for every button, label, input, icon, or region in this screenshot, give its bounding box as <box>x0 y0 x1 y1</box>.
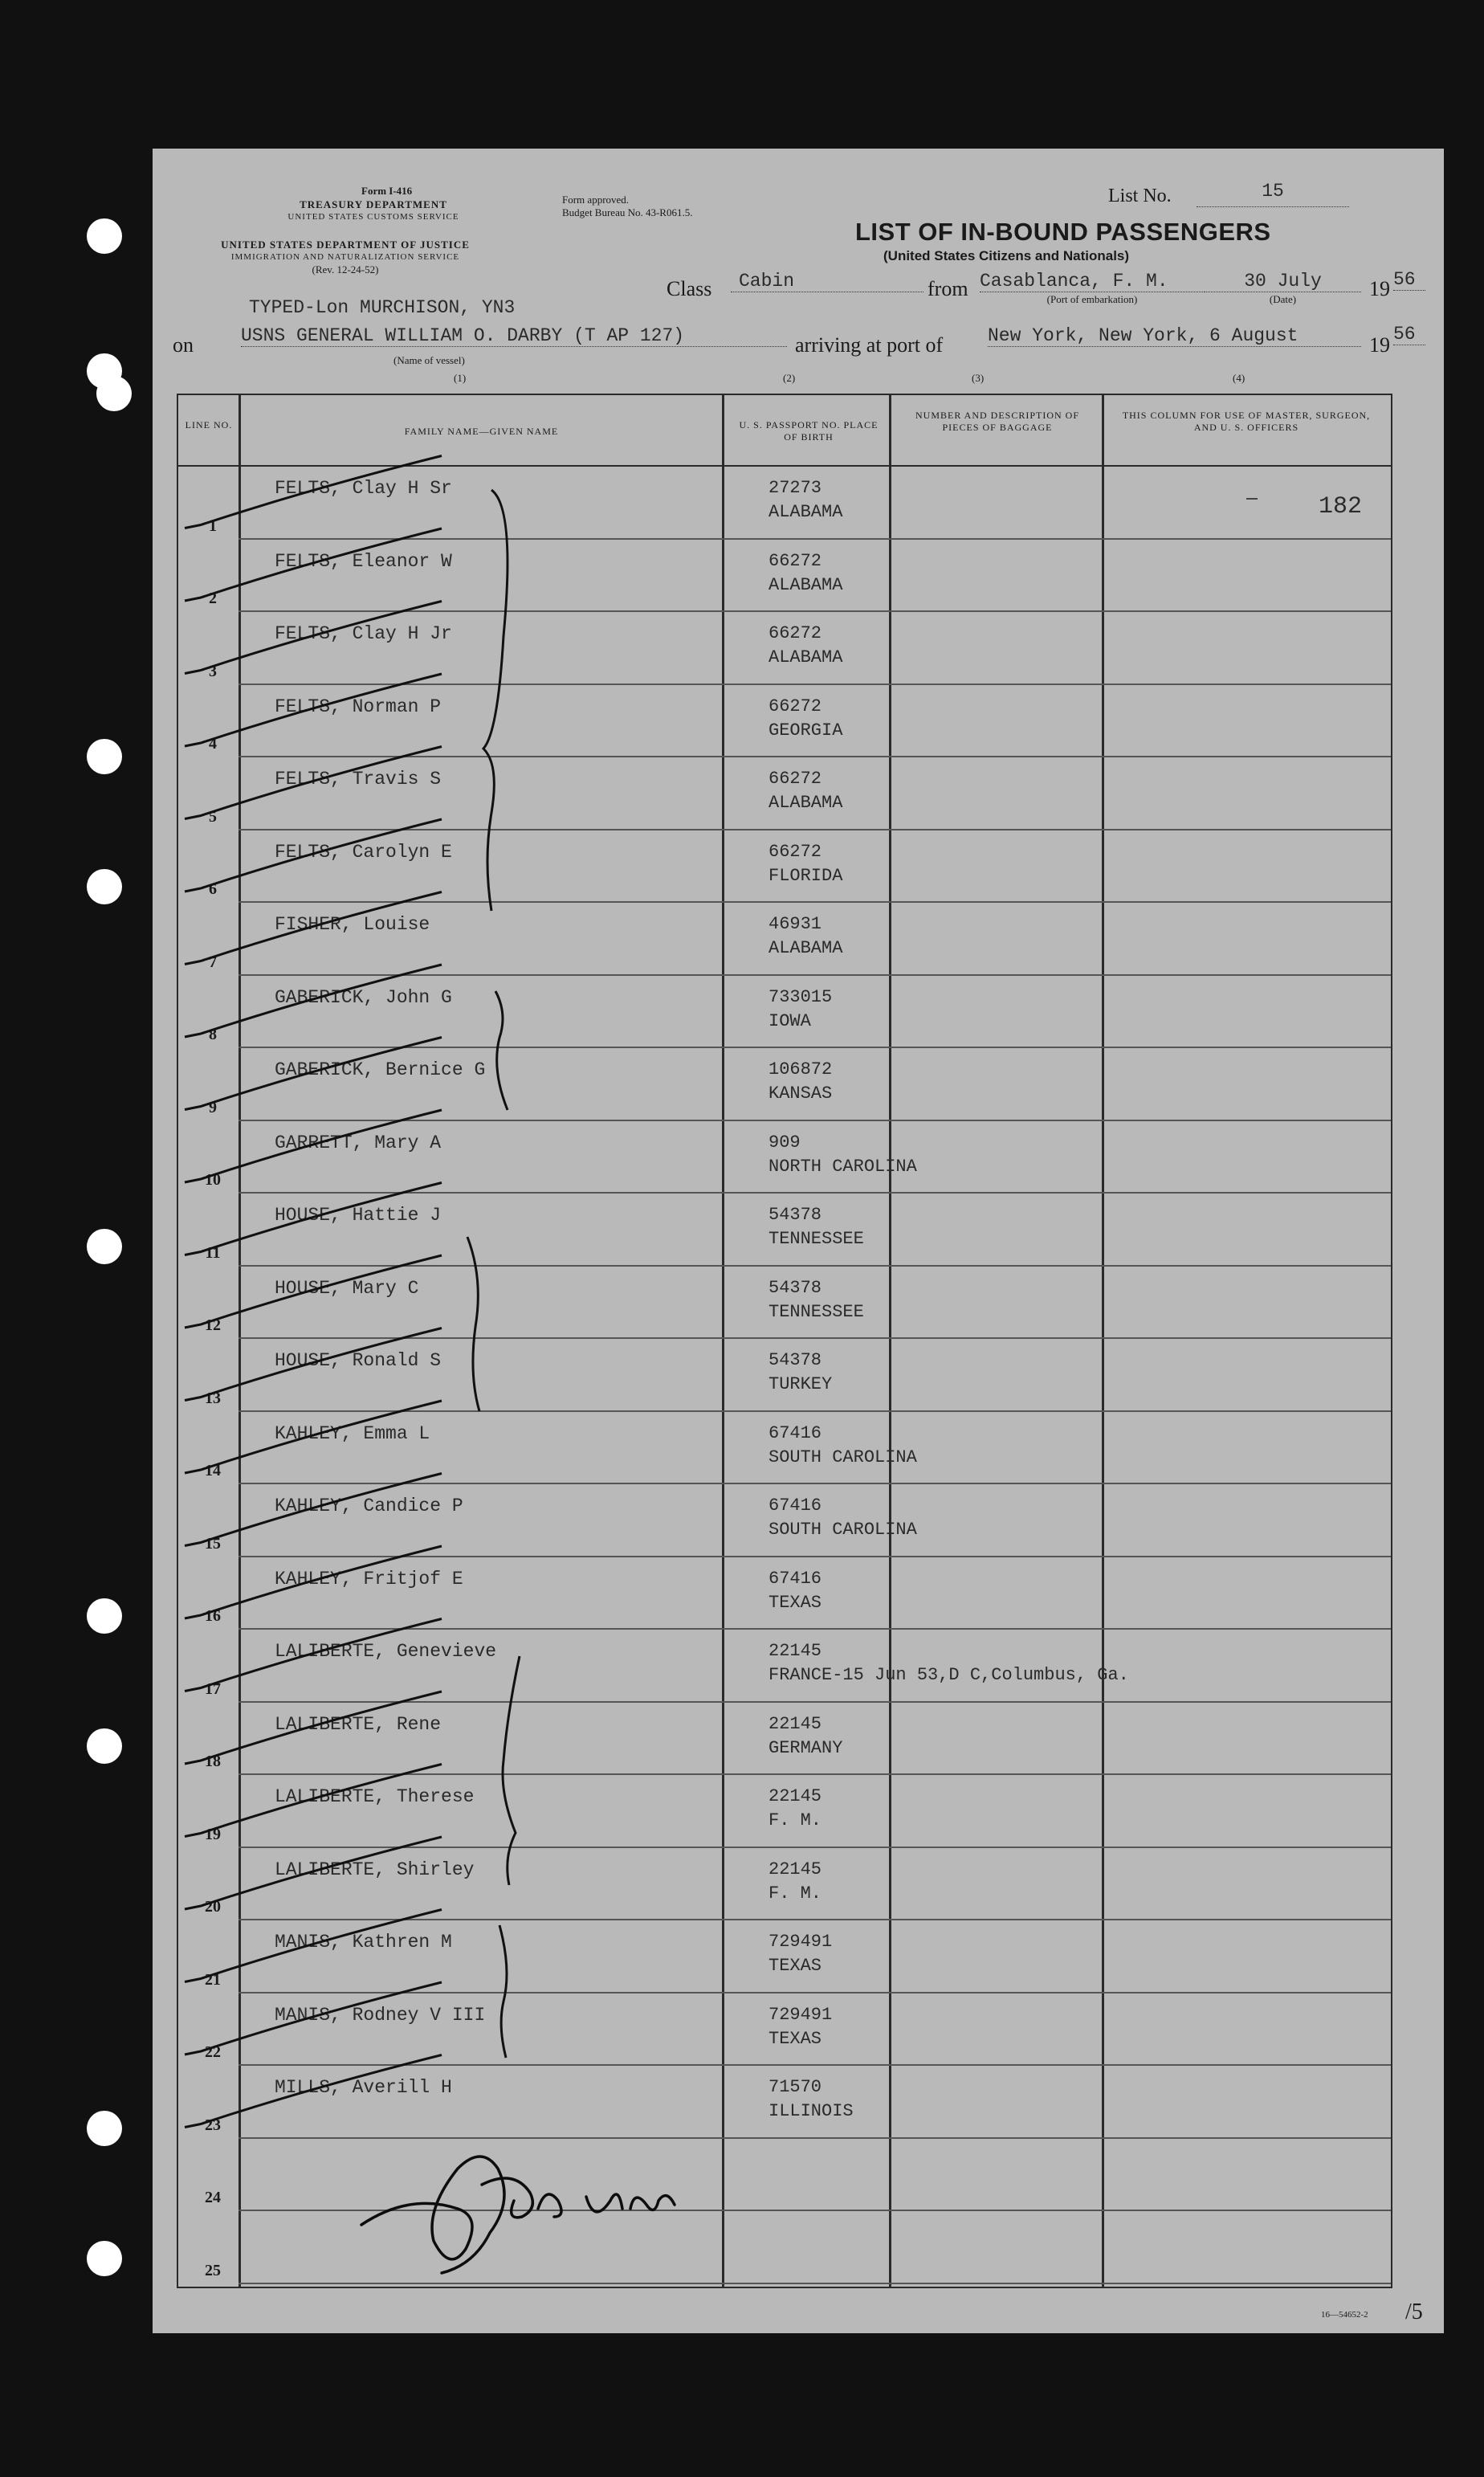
passport-number: 54378 <box>768 1277 822 1298</box>
customs-service: UNITED STATES CUSTOMS SERVICE <box>287 212 459 222</box>
header-name: FAMILY NAME—GIVEN NAME <box>404 426 559 437</box>
table-row <box>178 612 1391 685</box>
line-number: 2 <box>209 590 217 607</box>
place-of-birth: TENNESSEE <box>768 1301 864 1322</box>
form-number: Form I-416 <box>361 185 413 197</box>
passport-number: 54378 <box>768 1350 822 1370</box>
table-row <box>178 1630 1391 1703</box>
passenger-name: KAHLEY, Candice P <box>275 1496 463 1516</box>
line-number: 16 <box>205 1607 221 1625</box>
arrival-port: New York, New York, 6 August <box>988 325 1361 347</box>
table-row <box>178 467 1391 540</box>
footer-code: 16—54652-2 <box>1321 2310 1368 2320</box>
place-of-birth: TEXAS <box>768 2028 822 2049</box>
list-no-value <box>1197 181 1349 207</box>
col-num-3: (3) <box>972 372 985 384</box>
list-no: 15 <box>1262 181 1284 202</box>
header-passport: U. S. PASSPORT NO. PLACE OF BIRTH <box>739 419 879 443</box>
page-title: LIST OF IN-BOUND PASSENGERS <box>855 218 1271 246</box>
table-row <box>178 830 1391 904</box>
justice-dept: UNITED STATES DEPARTMENT OF JUSTICE <box>221 239 470 251</box>
passport-number: 66272 <box>768 841 822 862</box>
passport-number: 67416 <box>768 1496 822 1516</box>
passport-number: 22145 <box>768 1713 822 1734</box>
line-number: 15 <box>205 1534 221 1553</box>
passenger-name: FELTS, Carolyn E <box>275 841 452 863</box>
place-of-birth: TEXAS <box>768 1592 822 1613</box>
line-number: 24 <box>205 2189 221 2206</box>
place-of-birth: TEXAS <box>768 1956 822 1976</box>
passenger-name: MANIS, Kathren M <box>275 1932 452 1953</box>
port-embark-caption: (Port of embarkation) <box>1046 293 1138 305</box>
table-row <box>178 903 1391 976</box>
line-number: 8 <box>209 1026 217 1043</box>
passenger-name: GARRETT, Mary A <box>275 1132 442 1153</box>
typed-by: TYPED-Lon MURCHISON, YN3 <box>249 297 516 318</box>
place-of-birth: GERMANY <box>768 1737 843 1758</box>
place-of-birth: TENNESSEE <box>768 1229 864 1249</box>
line-number: 4 <box>209 735 217 753</box>
manifest-page <box>153 149 1444 2333</box>
year2-prefix: 19 <box>1369 333 1390 357</box>
on-label: on <box>173 333 194 357</box>
line-number: 11 <box>205 1243 221 1262</box>
place-of-birth: ALABAMA <box>768 574 843 595</box>
passenger-name: FELTS, Eleanor W <box>275 550 452 572</box>
year1-value: 56 <box>1393 269 1425 291</box>
list-no-label: List No. <box>1108 186 1172 206</box>
line-number: 14 <box>205 1462 221 1479</box>
place-of-birth: ALABAMA <box>768 502 843 522</box>
place-of-birth: SOUTH CAROLINA <box>768 1447 917 1467</box>
line-number: 12 <box>205 1316 221 1334</box>
passport-number: 909 <box>768 1132 801 1153</box>
table-row <box>178 757 1391 830</box>
vessel-name: USNS GENERAL WILLIAM O. DARBY (T AP 127) <box>241 325 787 347</box>
table-row <box>178 1339 1391 1412</box>
passport-number: 67416 <box>768 1422 822 1443</box>
officer-note: 182 <box>1319 493 1363 520</box>
date-caption: (Date) <box>1269 293 1297 305</box>
header-officers: THIS COLUMN FOR USE OF MASTER, SURGEON, AND U. S. OFFICERS <box>1122 410 1371 433</box>
table-row <box>178 1484 1391 1557</box>
line-number: 5 <box>209 807 217 826</box>
table-row <box>178 1121 1391 1194</box>
treasury-dept: TREASURY DEPARTMENT <box>300 198 447 210</box>
table-row <box>178 1703 1391 1776</box>
passenger-name: FISHER, Louise <box>275 914 430 935</box>
arriving-label: arriving at port of <box>795 333 944 357</box>
passenger-name: HOUSE, Hattie J <box>275 1205 442 1226</box>
passenger-name: LALIBERTE, Genevieve <box>275 1641 497 1662</box>
place-of-birth: FRANCE-15 Jun 53,D C,Columbus, Ga. <box>768 1665 1129 1685</box>
passport-number: 71570 <box>768 2077 822 2097</box>
signature-text: Lon Murchison <box>345 2120 351 2121</box>
line-number: 17 <box>205 1679 221 1698</box>
table-row <box>178 1194 1391 1267</box>
passenger-name: MANIS, Rodney V III <box>275 2004 486 2026</box>
line-number: 20 <box>205 1898 221 1916</box>
ins-service: IMMIGRATION AND NATURALIZATION SERVICE <box>230 252 460 262</box>
place-of-birth: NORTH CAROLINA <box>768 1156 917 1177</box>
line-number: 7 <box>209 953 217 971</box>
class-label: Class <box>667 277 712 300</box>
line-number: 1 <box>209 516 217 535</box>
place-of-birth: FLORIDA <box>768 865 843 886</box>
binder-hole <box>96 376 132 411</box>
passport-number: 66272 <box>768 769 822 789</box>
passenger-name: KAHLEY, Emma L <box>275 1422 430 1444</box>
passenger-table <box>177 394 1392 2288</box>
place-of-birth: ILLINOIS <box>768 2101 854 2121</box>
passport-number: 106872 <box>768 1059 833 1079</box>
table-row <box>178 1557 1391 1630</box>
passenger-name: GABERICK, John G <box>275 986 452 1008</box>
passenger-name: FELTS, Travis S <box>275 769 442 790</box>
place-of-birth: TURKEY <box>768 1374 833 1394</box>
passport-number: 54378 <box>768 1205 822 1225</box>
form-approved: Form approved. <box>562 194 630 206</box>
place-of-birth: SOUTH CAROLINA <box>768 1520 917 1540</box>
place-of-birth: F. M. <box>768 1883 822 1904</box>
table-row <box>178 1920 1391 1993</box>
passenger-name: MILLS, Averill H <box>275 2077 452 2098</box>
binder-hole <box>87 1229 122 1264</box>
from-value: Casablanca, F. M. <box>980 271 1205 292</box>
col-num-1: (1) <box>454 372 467 384</box>
passenger-name: HOUSE, Ronald S <box>275 1350 442 1371</box>
col-num-4: (4) <box>1233 372 1246 384</box>
passenger-name: FELTS, Clay H Jr <box>275 623 452 644</box>
passport-number: 67416 <box>768 1568 822 1589</box>
passenger-name: LALIBERTE, Therese <box>275 1786 475 1807</box>
passport-number: 733015 <box>768 986 833 1007</box>
line-number: 9 <box>209 1098 217 1116</box>
passport-number: 729491 <box>768 2004 833 2025</box>
line-number: 10 <box>205 1171 221 1189</box>
col-num-2: (2) <box>783 372 796 384</box>
header-baggage: NUMBER AND DESCRIPTION OF PIECES OF BAGGAGE <box>915 410 1080 433</box>
passenger-name: LALIBERTE, Shirley <box>275 1859 475 1880</box>
passenger-name: FELTS, Clay H Sr <box>275 478 452 499</box>
passport-number: 22145 <box>768 1641 822 1661</box>
passport-number: 66272 <box>768 623 822 643</box>
place-of-birth: F. M. <box>768 1810 822 1830</box>
place-of-birth: IOWA <box>768 1010 811 1031</box>
passenger-name: HOUSE, Mary C <box>275 1277 419 1299</box>
passport-number: 22145 <box>768 1859 822 1879</box>
binder-hole <box>87 739 122 774</box>
passenger-name: KAHLEY, Fritjof E <box>275 1568 463 1589</box>
table-row <box>178 685 1391 758</box>
passport-number: 66272 <box>768 696 822 716</box>
place-of-birth: ALABAMA <box>768 647 843 667</box>
line-number: 22 <box>205 2043 221 2061</box>
line-number: 6 <box>209 880 217 898</box>
row-rule <box>238 2283 1391 2284</box>
binder-hole <box>87 1598 122 1634</box>
table-row <box>178 1993 1391 2067</box>
date-value: 30 July <box>1205 271 1361 292</box>
passport-number: 22145 <box>768 1786 822 1806</box>
vessel-caption: (Name of vessel) <box>393 354 465 366</box>
passenger-name: LALIBERTE, Rene <box>275 1713 442 1735</box>
footer-mark: /5 <box>1405 2299 1423 2324</box>
binder-hole <box>87 1728 122 1764</box>
budget-bureau: Budget Bureau No. 43-R061.5. <box>562 206 693 218</box>
table-row <box>178 1048 1391 1121</box>
table-row <box>178 1412 1391 1485</box>
place-of-birth: ALABAMA <box>768 793 843 813</box>
place-of-birth: GEORGIA <box>768 720 843 741</box>
place-of-birth: ALABAMA <box>768 938 843 958</box>
year1-prefix: 19 <box>1369 277 1390 300</box>
class-value: Cabin <box>731 271 923 292</box>
binder-hole <box>87 2241 122 2276</box>
passport-number: 729491 <box>768 1932 833 1952</box>
passenger-name: GABERICK, Bernice G <box>275 1059 486 1080</box>
table-row <box>178 976 1391 1049</box>
binder-hole <box>87 218 122 254</box>
line-number: 3 <box>209 662 217 680</box>
officer-signature <box>345 2120 715 2281</box>
passport-number: 46931 <box>768 914 822 934</box>
table-row <box>178 540 1391 613</box>
line-number: 18 <box>205 1753 221 1770</box>
table-row <box>178 1848 1391 1921</box>
table-row <box>178 1267 1391 1340</box>
line-number: 19 <box>205 1825 221 1843</box>
place-of-birth: KANSAS <box>768 1083 833 1104</box>
passenger-name: FELTS, Norman P <box>275 696 442 717</box>
passport-number: 66272 <box>768 550 822 571</box>
passport-number: 27273 <box>768 478 822 498</box>
line-number: 25 <box>205 2261 221 2279</box>
binder-hole <box>87 2111 122 2146</box>
line-number: 13 <box>205 1389 221 1407</box>
table-row <box>178 1775 1391 1848</box>
revision-date: (Rev. 12-24-52) <box>312 263 379 275</box>
from-label: from <box>928 277 968 300</box>
line-number: 23 <box>205 2116 221 2134</box>
year2-value: 56 <box>1393 324 1425 345</box>
header-line-no: LINE NO. <box>185 419 233 431</box>
page-subtitle: (United States Citizens and Nationals) <box>883 248 1130 263</box>
line-number: 21 <box>205 1970 221 1989</box>
binder-hole <box>87 869 122 904</box>
